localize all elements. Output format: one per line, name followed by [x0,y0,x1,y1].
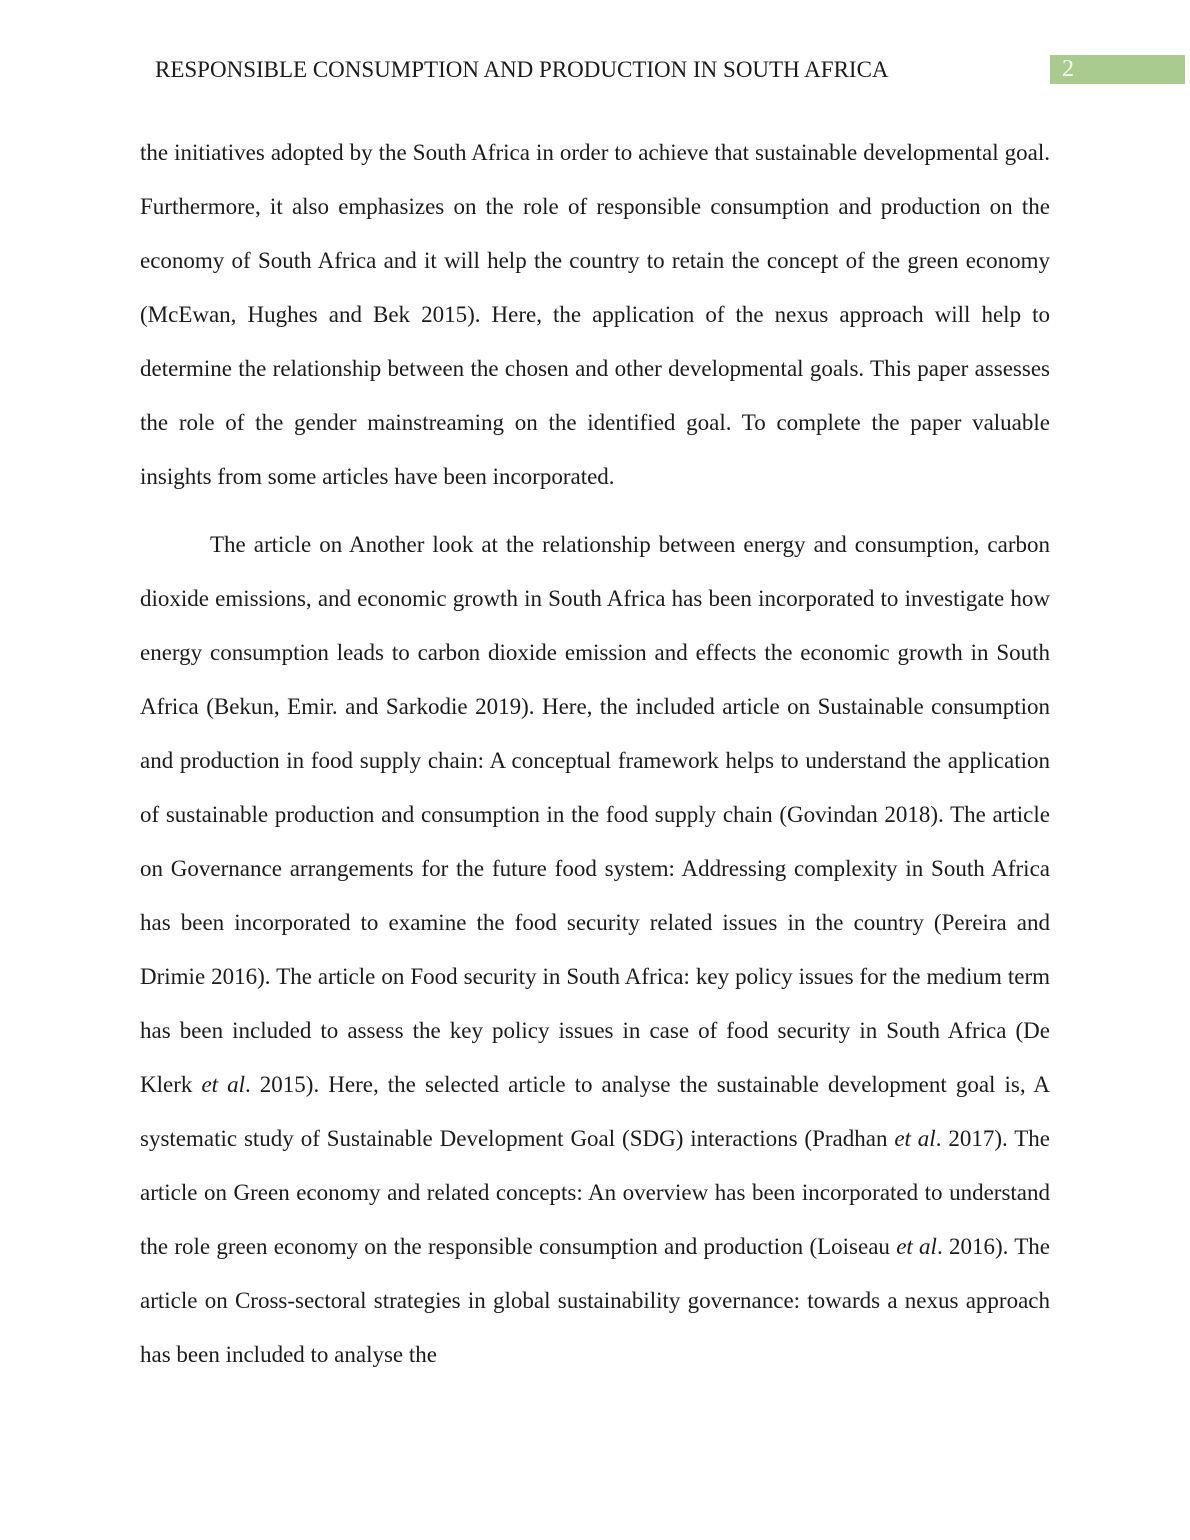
paragraph-1 [140,126,1050,504]
paragraph-run: et al [894,1126,936,1151]
paragraph-run: the initiatives adopted by the South Africa in order to achieve that sustainable developmental goal. Furthermore, it also emphasizes on the role of responsible consumption and production on the economy of South Africa and it will help the country to retain the concept of the green economy (McEwan, Hughes and Bek 2015). Here, the application of the nexus approach will help to determine the relationship between the chosen and other developmental goals. This paper assesses the role of the gender mainstreaming on the identified goal. To complete the paper valuable insights from some articles have been incorporated. [140,140,1050,489]
document-body [140,126,1050,1396]
page-number-badge [1050,55,1185,84]
paragraph-2 [140,518,1050,1382]
page-header [0,55,1190,85]
paragraph-run: et al [201,1072,245,1097]
paragraph-run: . 2017). The article on Green economy and related concepts: An overview has been incorporated to understand the role green economy on the responsible consumption and production (Loiseau [140,1126,1050,1259]
paragraph-run: . 2015). Here, the selected article to analyse the sustainable development goal is, A systematic study of Sustainable Development Goal (SDG) interactions (Pradhan [140,1072,1050,1151]
running-head: RESPONSIBLE CONSUMPTION AND PRODUCTION IN SOUTH AFRICA [155,57,889,82]
paragraph-run: et al [896,1234,937,1259]
page-number: 2 [1062,56,1074,82]
paragraph-run: . 2016). The article on Cross-sectoral strategies in global sustainability governance: towards a nexus approach has been included to analyse the [140,1234,1050,1367]
paragraph-run: The article on Another look at the relationship between energy and consumption, carbon dioxide emissions, and economic growth in South Africa has been incorporated to investigate how energy consumption leads to carbon dioxide emission and effects the economic growth in South Africa (Bekun, Emir. and Sarkodie 2019). Here, the included article on Sustainable consumption and production in food supply chain: A conceptual framework helps to understand the application of sustainable production and consumption in the food supply chain (Govindan 2018). The article on Governance arrangements for the future food system: Addressing complexity in South Africa has been incorporated to examine the food security related issues in the country (Pereira and Drimie 2016). The article on Food security in South Africa: key policy issues for the medium term has been included to assess the key policy issues in case of food security in South Africa (De Klerk [140,532,1050,1097]
